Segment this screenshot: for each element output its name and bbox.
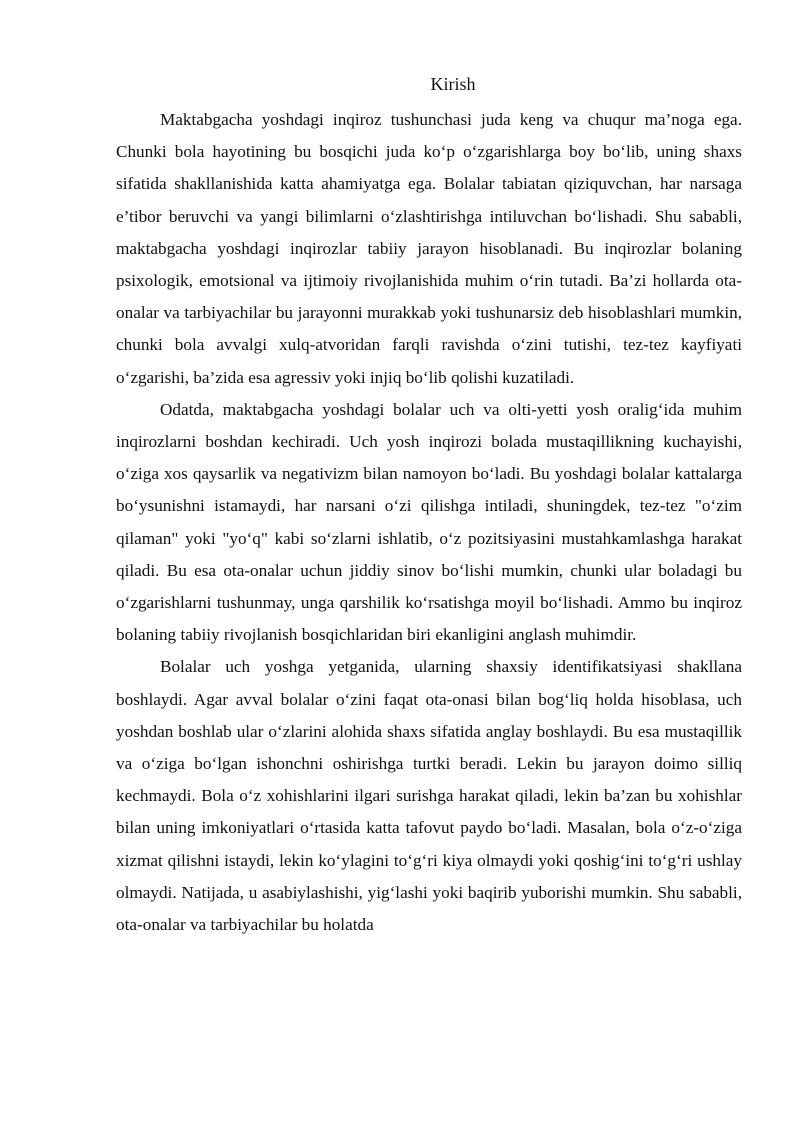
body-text <box>116 104 742 941</box>
paragraph-2: Odatda, maktabgacha yoshdagi bolalar uch va olti-yetti yosh oralig‘ida muhim inqirozlarni boshdan kechiradi. Uch yosh inqirozi bolada mustaqillikning kuchayishi, o‘ziga xos qaysarlik va negativizm bilan namoyon bo‘ladi. Bu yoshdagi bolalar kattalarga bo‘ysunishni istamaydi, har narsani o‘zi qilishga intiladi, shuningdek, tez-tez "o‘zim qilaman" yoki "yo‘q" kabi so‘zlarni ishlatib, o‘z pozitsiyasini mustahkamlashga harakat qiladi. Bu esa ota-onalar uchun jiddiy sinov bo‘lishi mumkin, chunki ular boladagi bu o‘zgarishlarni tushunmay, unga qarshilik ko‘rsatishga moyil bo‘lishadi. Ammo bu inqiroz bolaning tabiiy rivojlanish bosqichlaridan biri ekanligini anglash muhimdir. <box>116 399 742 645</box>
paragraph-3: Bolalar uch yoshga yetganida, ularning shaxsiy identifikatsiyasi shakllana boshlaydi. Agar avval bolalar o‘zini faqat ota-onasi bilan bog‘liq holda hisoblasa, uch yoshdan boshlab ular o‘zlarini alohida shaxs sifatida anglay boshlaydi. Bu esa mustaqillik va o‘ziga bo‘lgan ishonchni oshirishga turtki beradi. Lekin bu jarayon doimo silliq kechmaydi. Bola o‘z xohishlarini ilgari surishga harakat qiladi, lekin ba’zan bu xohishlar bilan uning imkoniyatlari o‘rtasida katta tafovut paydo bo‘ladi. Masalan, bola o‘z-o‘ziga xizmat qilishni istaydi, lekin ko‘ylagini to‘g‘ri kiya olmaydi yoki qoshig‘ini to‘g‘ri ushlay olmaydi. Natijada, u asabiylashishi, yig‘lashi yoki baqirib yuborishi mumkin. Shu sababli, ota-onalar va tarbiyachilar bu holatda <box>116 657 742 935</box>
page-title: Kirish <box>430 74 476 94</box>
paragraph-1: Maktabgacha yoshdagi inqiroz tushunchasi juda keng va chuqur ma’noga ega. Chunki bola hayotining bu bosqichi juda ko‘p o‘zgarishlarga boy bo‘lib, uning shaxs sifatida shakllanishida katta ahamiyatga ega. Bolalar tabiatan qiziquvchan, har narsaga e’tibor beruvchi va yangi bilimlarni o‘zlashtirishga intiluvchan bo‘lishadi. Shu sababli, maktabgacha yoshdagi inqirozlar tabiiy jarayon hisoblanadi. Bu inqirozlar bolaning psixologik, emotsional va ijtimoiy rivojlanishida muhim o‘rin tutadi. Ba’zi hollarda ota-onalar va tarbiyachilar bu jarayonni murakkab yoki tushunarsiz deb hisoblashlari mumkin, chunki bola avvalgi xulq-atvoridan farqli ravishda o‘zini tutishi, tez-tez kayfiyati o‘zgarishi, ba’zida esa agressiv yoki injiq bo‘lib qolishi kuzatiladi. <box>116 110 742 387</box>
